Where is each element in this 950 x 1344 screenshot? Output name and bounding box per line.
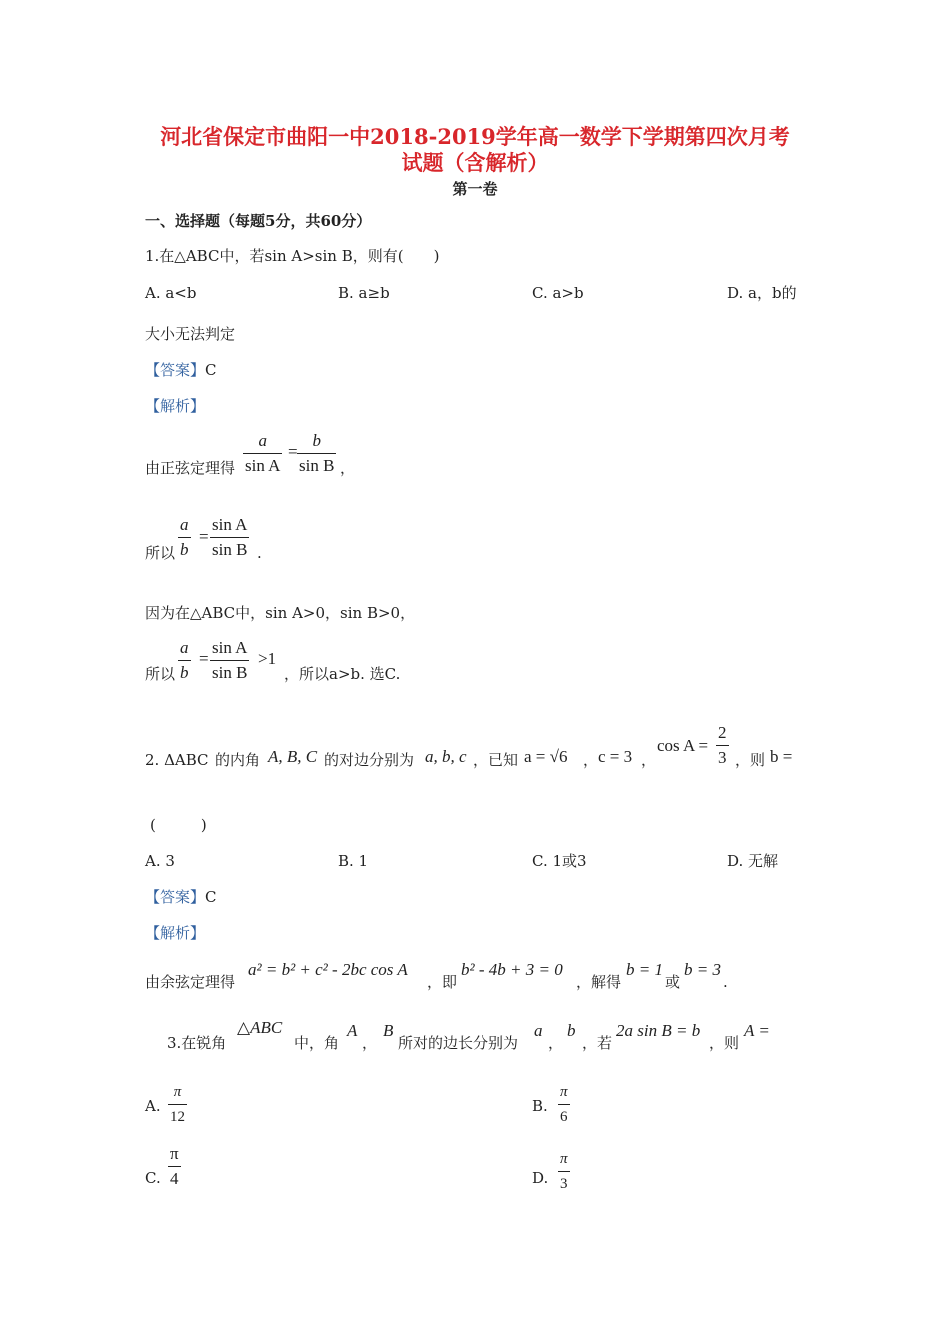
q3-option-b-label: B. <box>532 1097 548 1115</box>
q1-step2-fraction2: sin A sin B <box>212 515 248 559</box>
q1-step2-end: . <box>257 544 262 562</box>
q2-answer-value: C <box>205 888 217 906</box>
q2-given-c: c = 3 <box>598 747 633 766</box>
q1-analysis-tag: 【解析】 <box>145 397 206 415</box>
q2-quadratic: b² - 4b + 3 = 0 <box>461 960 563 979</box>
q1-step2-fraction1: a b <box>180 515 189 559</box>
q3-stem-text3: ，若 <box>582 1034 613 1052</box>
q1-step4-greater: >1 <box>258 649 277 668</box>
doc-title-line2: 试题（含解析） <box>401 150 549 175</box>
q1-option-d-continued: 大小无法判定 <box>145 325 236 343</box>
q3-angle-b: B <box>383 1021 394 1040</box>
q2-stem-text4: ，则 <box>735 751 766 769</box>
q2-stem-angles: A, B, C <box>268 747 318 766</box>
answer-tag: 【答案】 <box>145 888 206 906</box>
q1-step1-equals: = <box>288 442 298 461</box>
q2-ask-b: b = <box>770 747 793 766</box>
q2-step1-text3: ，解得 <box>576 973 622 991</box>
q2-cos-label: cos A = <box>657 736 709 755</box>
q2-step1-or: 或 <box>665 973 681 991</box>
answer-tag: 【答案】 <box>145 361 206 379</box>
q3-sep2: ， <box>548 1034 564 1052</box>
q1-step1-fraction2: b sin B <box>299 431 335 475</box>
q1-step4-fraction1: a b <box>180 638 189 682</box>
q1-step3: 因为在△ABC中，sin A>0，sin B>0， <box>145 604 416 622</box>
q2-stem-text1: 的内角 <box>215 751 261 769</box>
q3-option-d-label: D. <box>532 1169 549 1187</box>
q3-sep1: ， <box>362 1034 378 1052</box>
q3-side-b: b <box>567 1021 576 1040</box>
q1-step1-prefix: 由正弦定理得 <box>145 459 236 477</box>
q2-option-a: A. 3 <box>145 852 175 870</box>
q3-stem-number: 3.在锐角 <box>167 1034 227 1052</box>
q1-option-d: D. a，b的 <box>727 284 797 302</box>
q2-option-d: D. 无解 <box>727 852 779 870</box>
q1-stem: 1.在△ABC中，若sin A>sin B，则有( ) <box>145 247 440 265</box>
q1-option-b: B. a≥b <box>338 284 390 302</box>
q2-step1-prefix: 由余弦定理得 <box>145 973 236 991</box>
q2-analysis-tag: 【解析】 <box>145 924 206 942</box>
q3-option-b-fraction: π 6 <box>560 1084 568 1125</box>
q2-stem-text3: ，已知 <box>473 751 519 769</box>
q2-step1-end: . <box>723 973 728 991</box>
q1-answer <box>145 360 217 380</box>
q3-ask-a: A = <box>744 1021 770 1040</box>
q2-paren: ( ) <box>150 816 207 834</box>
q3-triangle: △ABC <box>237 1018 283 1037</box>
q1-step2-equals: = <box>199 527 209 546</box>
q3-option-a-fraction: π 12 <box>170 1084 185 1125</box>
volume-heading: 第一卷 <box>452 180 498 198</box>
doc-title-line1: 河北省保定市曲阳一中2018-2019学年高一数学下学期第四次月考 <box>160 124 790 149</box>
q2-option-c: C. 1或3 <box>532 852 587 870</box>
q1-step2-prefix: 所以 <box>145 544 176 562</box>
q2-cos-fraction: 2 3 <box>718 723 727 767</box>
q3-option-d-fraction: π 3 <box>560 1151 568 1192</box>
q1-step4-equals: = <box>199 649 209 668</box>
q2-option-b: B. 1 <box>338 852 369 870</box>
q1-step1-fraction1: a sin A <box>245 431 281 475</box>
section-heading: 一、选择题（每题5分，共60分） <box>145 212 372 230</box>
q2-stem-text2: 的对边分别为 <box>324 751 415 769</box>
q1-option-c: C. a>b <box>532 284 584 302</box>
q2-given-a: a = √6 <box>524 747 568 766</box>
q3-stem-text1: 中，角 <box>294 1034 340 1052</box>
q2-root1: b = 1 <box>626 960 663 979</box>
q3-stem-text2: 所对的边长分别为 <box>398 1034 519 1052</box>
q3-stem-text4: ，则 <box>709 1034 740 1052</box>
q1-step4-end: ，所以a>b. 选C. <box>284 665 401 683</box>
q3-option-a-label: A. <box>145 1097 161 1115</box>
q1-option-a: A. a<b <box>145 284 197 302</box>
q3-condition: 2a sin B = b <box>616 1021 701 1040</box>
q3-option-c-fraction: π 4 <box>170 1144 179 1188</box>
q2-root2: b = 3 <box>684 960 721 979</box>
q2-answer <box>145 887 217 907</box>
q2-stem-number: 2. ΔABC <box>145 751 209 769</box>
q2-stem-sides: a, b, c <box>425 747 467 766</box>
q2-sep1: ， <box>583 751 599 769</box>
q2-cosine-law: a² = b² + c² - 2bc cos A <box>248 960 408 979</box>
q1-answer-value: C <box>205 361 217 379</box>
q3-angle-a: A <box>347 1021 358 1040</box>
q1-step4-fraction2: sin A sin B <box>212 638 248 682</box>
q1-step4-prefix: 所以 <box>145 665 176 683</box>
q3-option-c-label: C. <box>145 1169 161 1187</box>
q2-sep2: ， <box>641 751 657 769</box>
q2-step1-text2: ，即 <box>427 973 458 991</box>
q1-step1-end: ， <box>340 459 356 477</box>
q3-side-a: a <box>534 1021 543 1040</box>
